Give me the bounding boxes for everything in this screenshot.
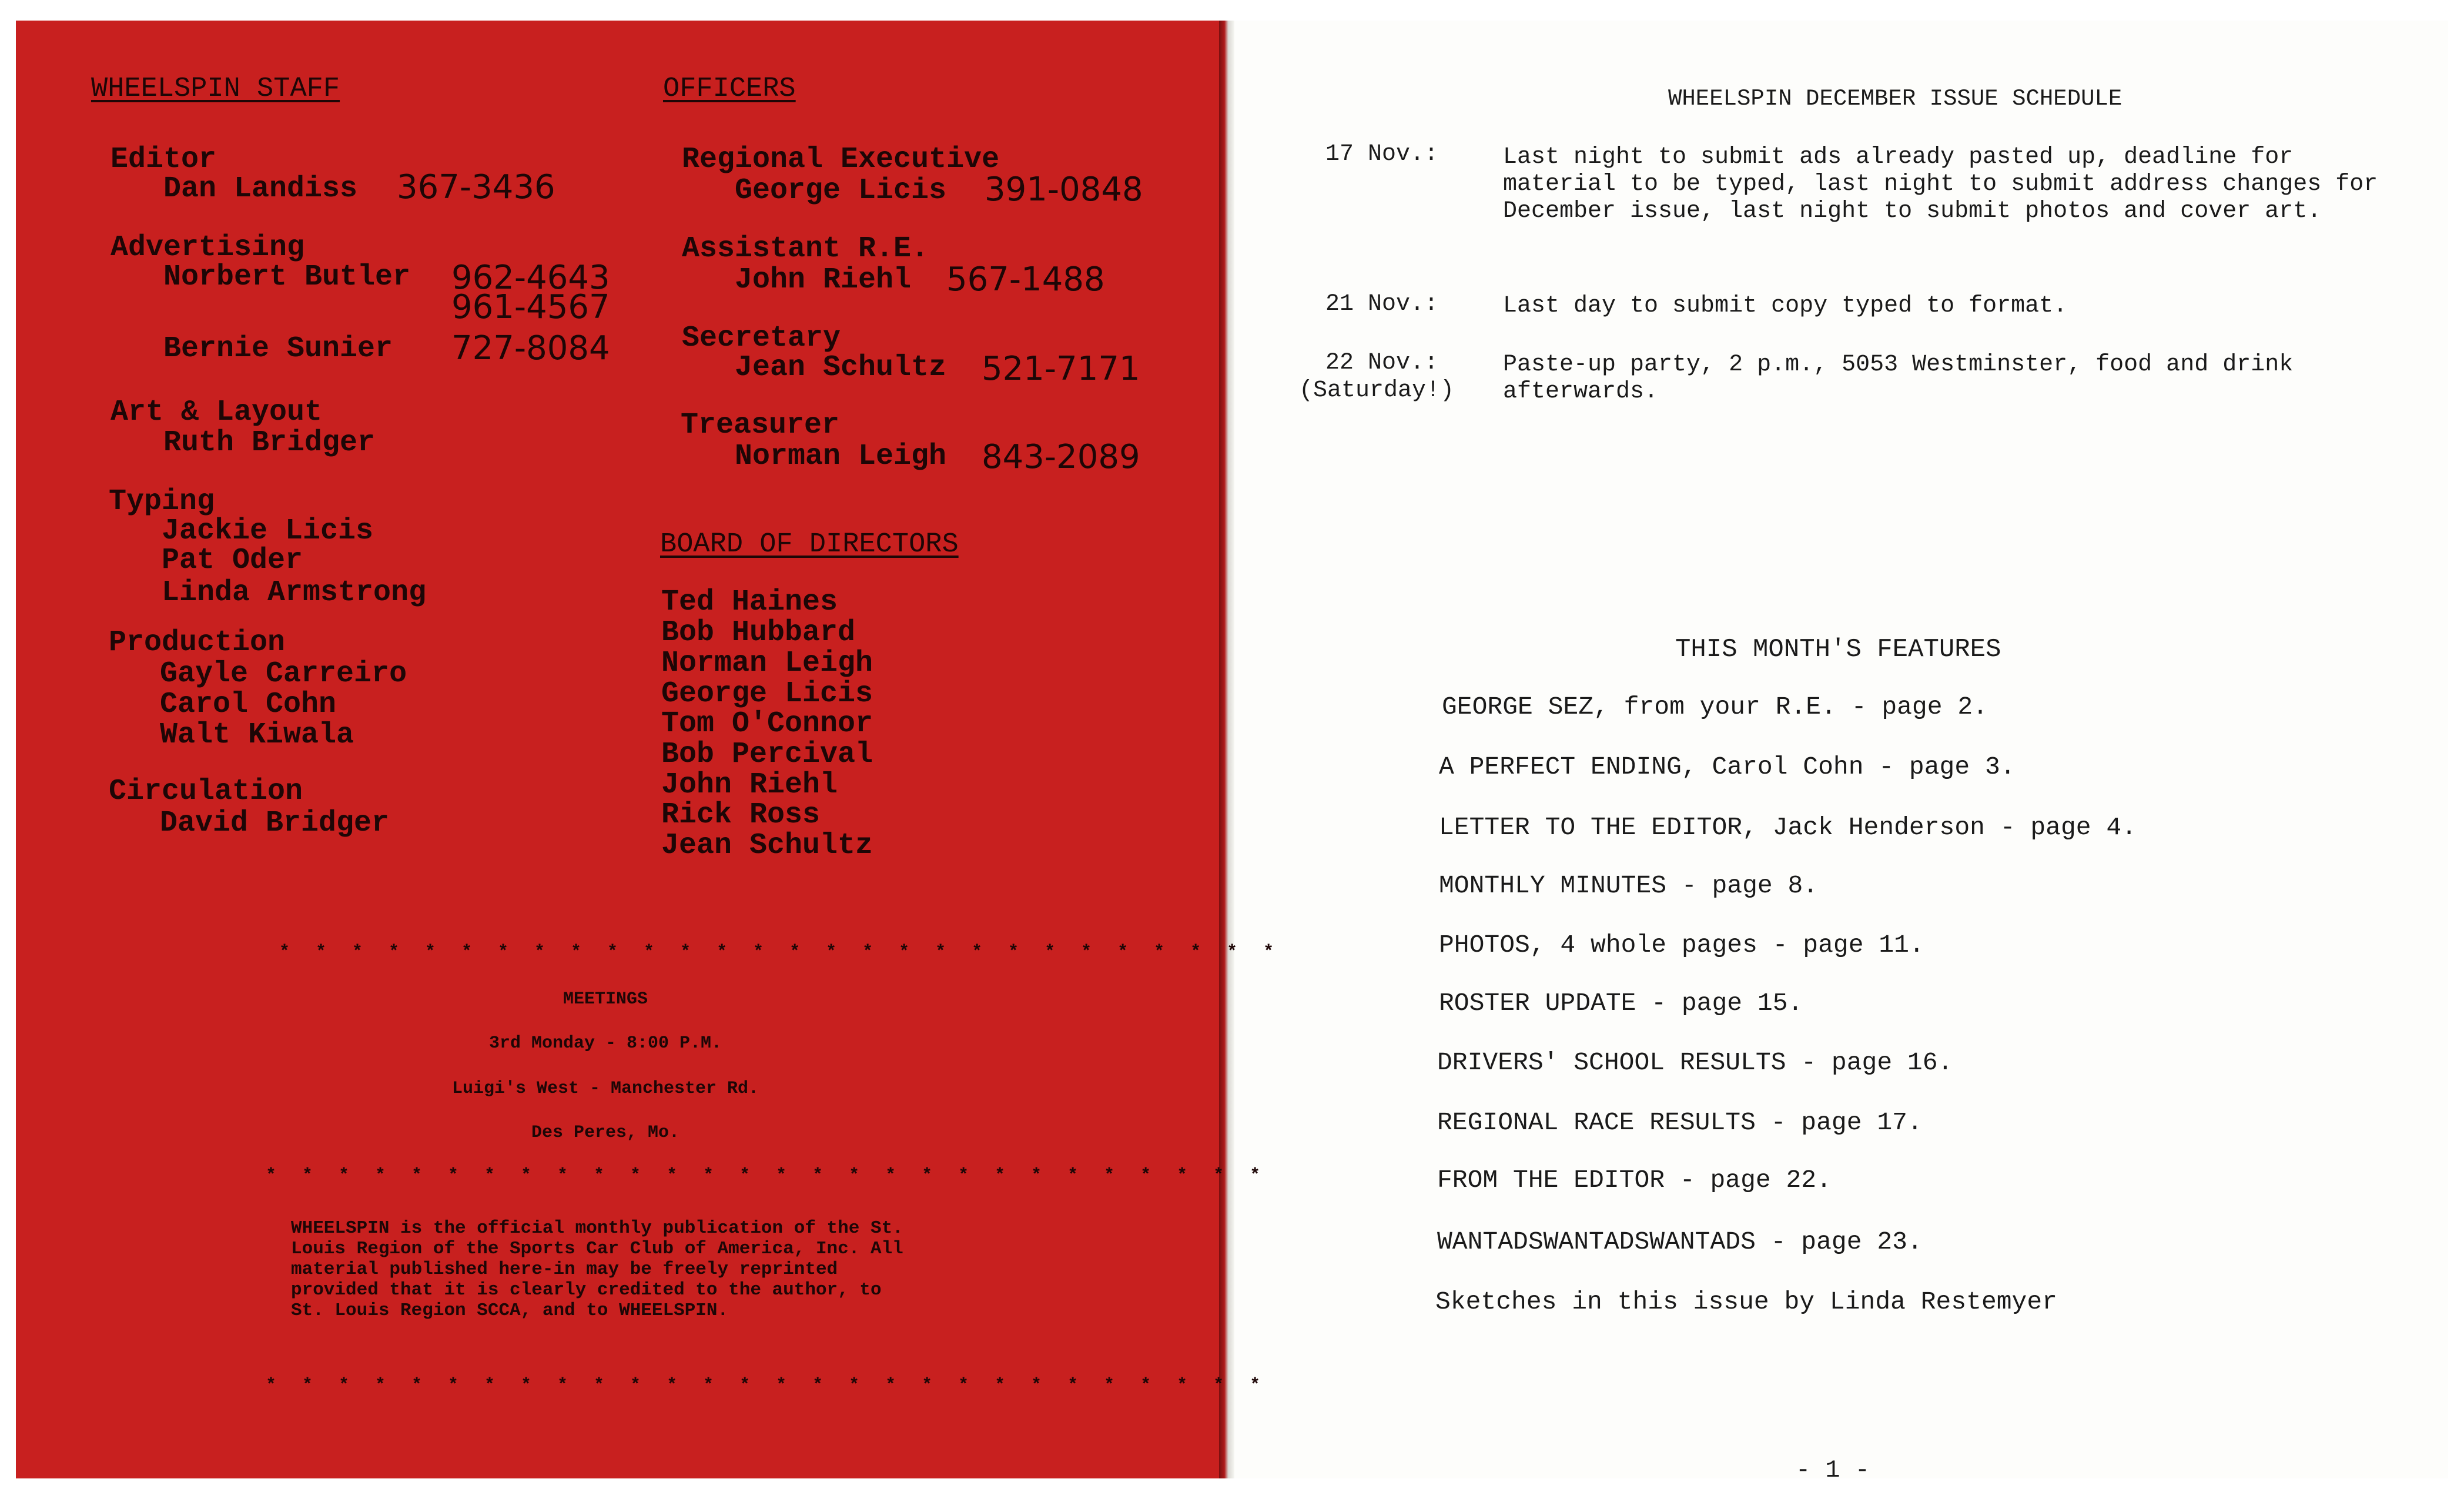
board-member: John Riehl [661, 768, 838, 802]
editor-title: Editor [111, 143, 217, 176]
advertising-name-1: Norbert Butler [163, 260, 411, 294]
features-title: THIS MONTH'S FEATURES [1675, 635, 2001, 664]
star-divider: * * * * * * * * * * * * * * * * * * * * * * * * * * * * [279, 942, 1282, 962]
regional-executive-phone: 391-0848 [985, 170, 1143, 209]
board-member: George Licis [661, 677, 873, 711]
advertising-phone-1: 962-4643 [451, 259, 610, 297]
meetings-town: Des Peres, Mo. [531, 1123, 680, 1143]
advertising-phone-3: 727-8084 [451, 329, 610, 367]
staff-heading: WHEELSPIN STAFF [91, 73, 340, 105]
typing-title: Typing [109, 485, 215, 518]
feature-item: A PERFECT ENDING, Carol Cohn - page 3. [1439, 752, 2016, 781]
feature-item: ROSTER UPDATE - page 15. [1439, 989, 1803, 1018]
regional-executive-title: Regional Executive [682, 143, 1000, 176]
typing-name: Linda Armstrong [162, 576, 427, 610]
star-divider: * * * * * * * * * * * * * * * * * * * * * * * * * * * * [266, 1376, 1268, 1396]
editor-name: Dan Landiss [163, 172, 358, 206]
feature-item: MONTHLY MINUTES - page 8. [1439, 871, 1819, 900]
schedule-date-note: (Saturday!) [1299, 377, 1455, 404]
star-divider: * * * * * * * * * * * * * * * * * * * * * * * * * * * * [266, 1166, 1268, 1186]
art-layout-title: Art & Layout [111, 396, 323, 429]
board-member: Bob Hubbard [661, 616, 856, 650]
meetings-location: Luigi's West - Manchester Rd. [451, 1079, 759, 1099]
officers-heading: OFFICERS [663, 73, 796, 105]
meetings-time: 3rd Monday - 8:00 P.M. [488, 1033, 722, 1053]
right-page-white [1226, 21, 2448, 1478]
production-title: Production [109, 626, 286, 660]
advertising-title: Advertising [111, 231, 305, 265]
feature-item: LETTER TO THE EDITOR, Jack Henderson - page 4. [1439, 813, 2137, 842]
feature-item: REGIONAL RACE RESULTS - page 17. [1437, 1108, 1923, 1137]
editor-phone: 367-3436 [397, 168, 555, 206]
advertising-phone-2: 961-4567 [451, 288, 610, 326]
feature-item: GEORGE SEZ, from your R.E. - page 2. [1442, 692, 1988, 721]
feature-item: DRIVERS' SCHOOL RESULTS - page 16. [1437, 1048, 1953, 1077]
board-member: Tom O'Connor [661, 707, 873, 741]
page-number: - 1 - [1796, 1456, 1870, 1484]
schedule-entry-text: Last night to submit ads already pasted up, deadline for material to be typed, last night to submit address changes for December issue, last night to submit photos and cover art. [1503, 144, 2378, 225]
schedule-entry-text: Paste-up party, 2 p.m., 5053 Westminster, food and drink afterwards. [1503, 352, 2294, 405]
assistant-re-phone: 567-1488 [946, 260, 1105, 299]
board-member: Rick Ross [661, 798, 821, 832]
feature-item: WANTADSWANTADSWANTADS - page 23. [1437, 1227, 1923, 1256]
circulation-name: David Bridger [160, 807, 390, 840]
secretary-name: Jean Schultz [735, 351, 947, 384]
board-member: Bob Percival [661, 738, 873, 771]
feature-item: FROM THE EDITOR - page 22. [1437, 1166, 1832, 1194]
feature-item: PHOTOS, 4 whole pages - page 11. [1439, 931, 1924, 959]
secretary-phone: 521-7171 [982, 350, 1140, 388]
production-name: Carol Cohn [160, 688, 337, 721]
board-member: Norman Leigh [661, 647, 873, 680]
art-layout-name: Ruth Bridger [163, 426, 376, 460]
schedule-entry-text: Last day to submit copy typed to format. [1503, 293, 2068, 319]
schedule-date: 17 Nov.: [1325, 141, 1439, 168]
advertising-name-2: Bernie Sunier [163, 332, 393, 366]
board-member: Ted Haines [661, 585, 838, 619]
assistant-re-title: Assistant R.E. [682, 232, 929, 266]
schedule-title: WHEELSPIN DECEMBER ISSUE SCHEDULE [1668, 86, 2122, 112]
meetings-title: MEETINGS [563, 989, 648, 1009]
schedule-date: 21 Nov.: [1325, 291, 1439, 317]
assistant-re-name: John Riehl [735, 263, 912, 297]
treasurer-phone: 843-2089 [982, 438, 1140, 476]
typing-name: Jackie Licis [162, 514, 374, 548]
typing-name: Pat Oder [162, 544, 303, 577]
publication-notice: WHEELSPIN is the official monthly publication of the St. Louis Region of the Sports Car Club of America, Inc. All material published here-in may be freely reprinted provided that it is clearly credited to the author, to St. Louis Region SCCA, and to WHEELSPIN. [291, 1218, 903, 1321]
board-heading: BOARD OF DIRECTORS [660, 529, 959, 560]
board-member: Jean Schultz [661, 829, 873, 862]
production-name: Gayle Carreiro [160, 657, 407, 691]
secretary-title: Secretary [682, 322, 841, 355]
regional-executive-name: George Licis [735, 174, 947, 208]
book-spine [1219, 21, 1234, 1478]
treasurer-title: Treasurer [681, 409, 840, 442]
treasurer-name: Norman Leigh [735, 440, 947, 473]
feature-item: Sketches in this issue by Linda Restemyer [1435, 1287, 2057, 1316]
circulation-title: Circulation [109, 775, 303, 808]
schedule-date: 22 Nov.: [1325, 350, 1439, 376]
production-name: Walt Kiwala [160, 718, 354, 752]
